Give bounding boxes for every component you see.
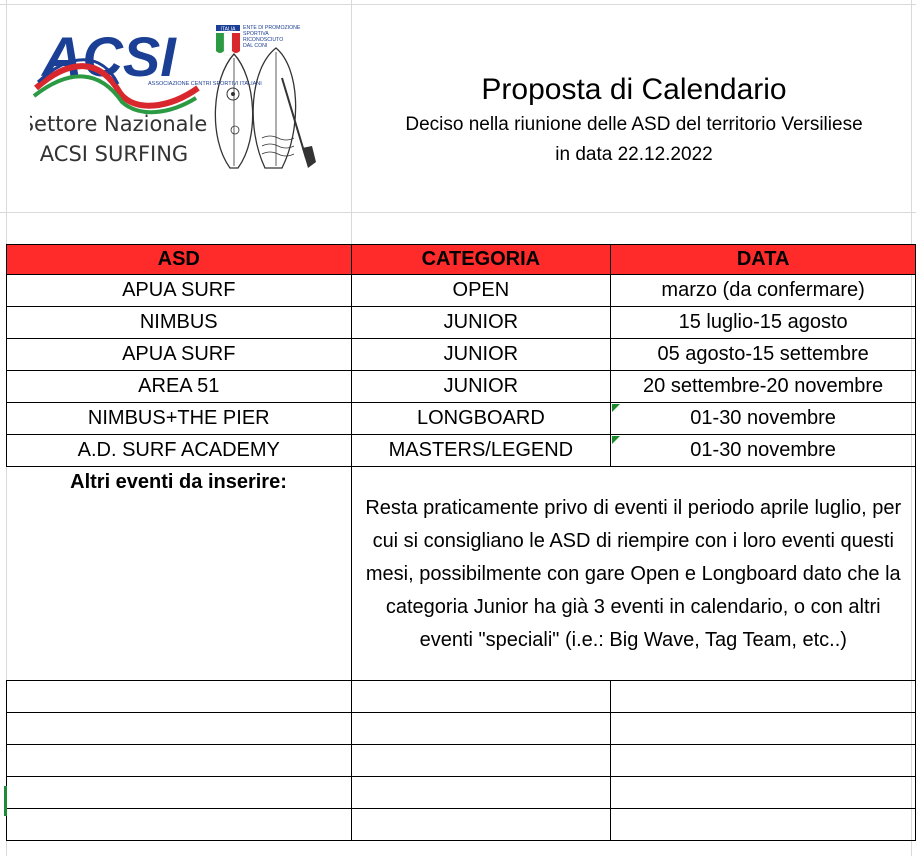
empty-cell[interactable] [611, 713, 916, 745]
cell-categoria[interactable]: MASTERS/LEGEND [351, 435, 611, 467]
page-title: Proposta di Calendario [481, 73, 787, 106]
table-row [7, 777, 916, 809]
table-row [7, 339, 916, 371]
cell-data[interactable]: 05 agosto-15 settembre [611, 339, 916, 371]
table-row [7, 307, 916, 339]
table-row [7, 745, 916, 777]
empty-cell[interactable] [7, 777, 352, 809]
empty-cell[interactable] [611, 777, 916, 809]
badge-text: ENTE DI PROMOZIONE SPORTIVA RICONOSCIUTO DAL CONI [243, 25, 301, 49]
cell-asd[interactable]: A.D. SURF ACADEMY [7, 435, 352, 467]
cell-asd[interactable]: APUA SURF [7, 275, 352, 307]
logo-graphic [30, 18, 330, 193]
grid-line [0, 4, 916, 5]
cell-asd[interactable]: NIMBUS [7, 307, 352, 339]
badge-country: ITALIA [220, 26, 236, 33]
cell-data[interactable]: 01-30 novembre [611, 435, 916, 467]
empty-cell[interactable] [611, 809, 916, 841]
cell-asd[interactable]: AREA 51 [7, 371, 352, 403]
empty-cell[interactable] [7, 713, 352, 745]
acsi-surfing-logo [30, 18, 330, 193]
comment-marker-icon[interactable] [612, 404, 620, 412]
empty-cell[interactable] [7, 745, 352, 777]
empty-cell[interactable] [611, 681, 916, 713]
grid-line [0, 212, 916, 213]
table-row [7, 371, 916, 403]
table-row [7, 275, 916, 307]
empty-cell[interactable] [351, 777, 611, 809]
header-data[interactable]: DATA [611, 245, 916, 275]
empty-cell[interactable] [611, 745, 916, 777]
comment-marker-icon[interactable] [612, 436, 620, 444]
logo-acronym: ACSI [42, 25, 176, 88]
table-header-row [7, 245, 916, 275]
cell-categoria[interactable]: JUNIOR [351, 339, 611, 371]
empty-cell[interactable] [351, 809, 611, 841]
cell-data[interactable]: 15 luglio-15 agosto [611, 307, 916, 339]
table-row [7, 713, 916, 745]
cell-asd[interactable]: APUA SURF [7, 339, 352, 371]
calendar-table [6, 244, 916, 841]
table-row [7, 435, 916, 467]
logo-line2: ACSI SURFING [39, 142, 189, 166]
cell-data[interactable]: 01-30 novembre [611, 403, 916, 435]
notes-label[interactable]: Altri eventi da inserire: [7, 467, 352, 681]
table-row [7, 681, 916, 713]
notes-row [7, 467, 916, 681]
table-row [7, 809, 916, 841]
subtitle-line2: in data 22.12.2022 [555, 144, 713, 165]
logo-tagline: ASSOCIAZIONE CENTRI SPORTIVI ITALIANI [148, 81, 262, 87]
empty-cell[interactable] [351, 713, 611, 745]
empty-cell[interactable] [351, 681, 611, 713]
row-marker [4, 786, 7, 816]
empty-cell[interactable] [7, 681, 352, 713]
cell-data[interactable]: 20 settembre-20 novembre [611, 371, 916, 403]
cell-categoria[interactable]: JUNIOR [351, 307, 611, 339]
cell-asd[interactable]: NIMBUS+THE PIER [7, 403, 352, 435]
cell-categoria[interactable]: JUNIOR [351, 371, 611, 403]
table-row [7, 403, 916, 435]
empty-cell[interactable] [351, 745, 611, 777]
title-block [352, 70, 916, 170]
empty-cell[interactable] [7, 809, 352, 841]
logo-line1: Settore Nazionale [30, 112, 208, 136]
cell-data[interactable]: marzo (da confermare) [611, 275, 916, 307]
header-asd[interactable]: ASD [7, 245, 352, 275]
subtitle-line1: Deciso nella riunione delle ASD del territorio Versiliese [405, 114, 863, 135]
cell-categoria[interactable]: LONGBOARD [351, 403, 611, 435]
cell-categoria[interactable]: OPEN [351, 275, 611, 307]
notes-text[interactable]: Resta praticamente privo di eventi il periodo aprile luglio, per cui si consigliano le ASD di riempire con i loro eventi questi mesi, possibilmente con gare Open e Longboard dato che la categoria Junior ha già 3 eventi in calendario, o con altri eventi "speciali" (i.e.: Big Wave, Tag Team, etc..) [351, 467, 915, 681]
header-categoria[interactable]: CATEGORIA [351, 245, 611, 275]
